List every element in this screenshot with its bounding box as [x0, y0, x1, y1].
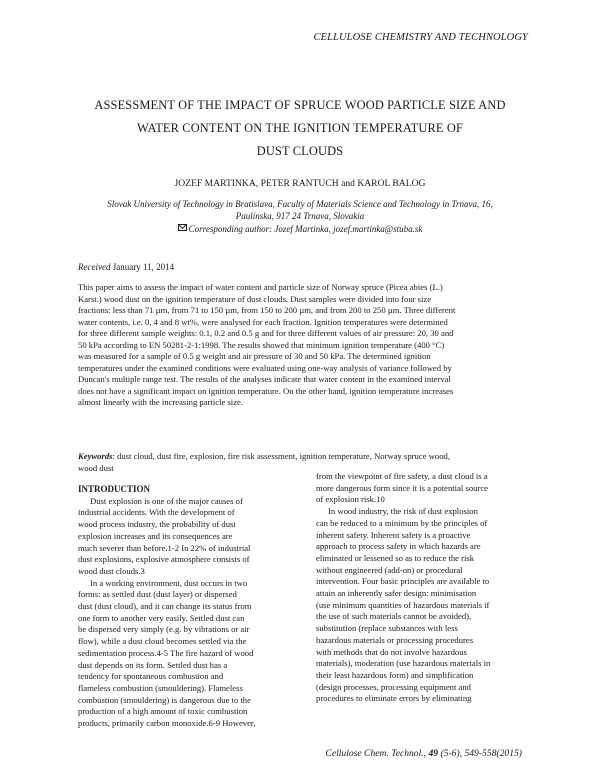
- body-line: wood dust clouds.3: [78, 565, 145, 576]
- title-line: WATER CONTENT ON THE IGNITION TEMPERATURE OF: [137, 121, 463, 135]
- body-line: inherent safety. Inherent safety is a proactive: [316, 529, 471, 540]
- body-line: flameless combustion (smouldering). Flameless: [78, 682, 243, 693]
- body-line: eliminated or lessened so as to reduce the risk: [316, 552, 475, 563]
- body-line: approach to process safety in which hazards are: [316, 541, 481, 552]
- abstract-line: 50 kPa according to EN 50281-2-1:1998. The results showed that minimum ignition temperature (400 °C): [78, 339, 445, 350]
- body-line: from the viewpoint of fire safety, a dust cloud is a: [316, 471, 488, 481]
- body-line: without engineered (add-on) or procedural: [316, 564, 463, 575]
- body-line: with methods that do not involve hazardous: [316, 646, 467, 657]
- corresponding-author: [62, 223, 538, 235]
- footer-issue-pages: (5-6), 549-558(2015): [440, 748, 522, 759]
- keywords-text: : dust cloud, dust fire, explosion, fire risk assessment, ignition temperature, Norway spruce wood,: [112, 451, 451, 461]
- body-line: of explosion risk.10: [316, 494, 385, 505]
- abstract-line: water contents, i.e. 0, 4 and 8 wt%, were analysed for each fraction. Ignition temperatures were determined: [78, 316, 448, 327]
- body-line: explosion increases and its consequences are: [78, 530, 233, 541]
- body-line: dust depends on its form. Settled dust has a: [78, 659, 228, 670]
- section-heading: INTRODUCTION: [78, 484, 151, 494]
- body-line: tendency for spontaneous combustion and: [78, 671, 224, 682]
- affiliation-line: Slovak University of Technology in Bratislava, Faculty of Materials Science and Technology in Trnava, 16,: [107, 199, 493, 209]
- abstract-line: Karst.) wood dust on the ignition temperature of dust clouds. Dust samples were divided into four size: [78, 293, 432, 304]
- body-line: flow), while a dust cloud becomes settled via the: [78, 636, 247, 647]
- journal-header: CELLULOSE CHEMISTRY AND TECHNOLOGY: [313, 32, 528, 43]
- keywords-line: wood dust: [78, 462, 114, 473]
- body-line: combustion (smouldering) is dangerous due to the: [78, 694, 251, 705]
- title-line: ASSESSMENT OF THE IMPACT OF SPRUCE WOOD PARTICLE SIZE AND: [94, 98, 506, 112]
- body-line: hazardous materials or processing procedures: [316, 634, 474, 645]
- paper-title: [62, 94, 538, 163]
- corresponding-text: Corresponding author: Jozef Martinka, jozef.martinka@stuba.sk: [188, 223, 423, 234]
- envelope-icon: [178, 224, 187, 231]
- abstract-line: was measured for a sample of 0.5 g weight and air pressure of 30 and 50 kPa. The determined ignition: [78, 351, 431, 362]
- body-line: In wood industry, the risk of dust explosion: [328, 506, 478, 517]
- abstract-line: This paper aims to assess the impact of water content and particle size of Norway spruce (Picea abies (L.): [78, 282, 443, 292]
- footer-citation: [325, 748, 522, 759]
- abstract: [78, 282, 522, 409]
- body-line: forms: as settled dust (dust layer) or dispersed: [78, 589, 237, 600]
- authors: JOZEF MARTINKA, PETER RANTUCH and KAROL BALOG: [174, 178, 426, 189]
- affiliation: [62, 198, 538, 235]
- body-line: production of a high amount of toxic combustion: [78, 706, 248, 717]
- body-line: the use of such materials cannot be avoided),: [316, 611, 472, 622]
- title-line: DUST CLOUDS: [256, 144, 344, 158]
- body-line: intervention. Four basic principles are available to: [316, 576, 490, 587]
- received-label: Received: [78, 262, 111, 272]
- abstract-line: temperatures under the examined conditions were evaluated using one-way analysis of variance followed by: [78, 362, 452, 373]
- intro-right-column: [316, 471, 522, 705]
- body-line: products, primarily carbon monoxide.6-9 However,: [78, 718, 256, 729]
- received-date: [78, 262, 174, 272]
- body-line: In a working environment, dust occurs in two: [90, 577, 248, 588]
- body-line: much severer than before.1-2 In 22% of industrial: [78, 542, 251, 553]
- body-line: substitution (replace substances with less: [316, 623, 458, 634]
- footer-journal: Cellulose Chem. Technol.,: [325, 748, 427, 759]
- body-line: dust explosions, explosive atmosphere consists of: [78, 554, 250, 565]
- body-line: industrial accidents. With the development of: [78, 507, 235, 518]
- abstract-line: does not have a significant impact on ignition temperature. On the other hand, ignition temperature increases: [78, 385, 454, 396]
- abstract-line: for three different sample weights: 0.1, 0.2 and 0.5 g and for three different values of air pressure: 20, 30 and: [78, 328, 454, 339]
- footer-volume: 49: [428, 748, 439, 759]
- abstract-line: fractions: less than 71 µm, from 71 to 150 µm, from 150 to 200 µm, and from 200 to 250 µm. Three different: [78, 305, 456, 316]
- body-line: sedimentation process.4-5 The fire hazard of wood: [78, 647, 254, 658]
- body-line: attain an inherently safer design: minimisation: [316, 588, 477, 599]
- body-line: procedures to eliminate errors by eliminating: [316, 693, 472, 704]
- body-line: more dangerous form since it is a potential source: [316, 482, 488, 493]
- abstract-line: Duncan's multiple range test. The results of the analyses indicate that water content in the examined interval: [78, 374, 451, 385]
- affiliation-line: Paulínska, 917 24 Trnava, Slovakia: [235, 211, 365, 222]
- intro-left-column: [78, 484, 284, 730]
- body-line: (use minimum quantities of hazardous materials if: [316, 599, 490, 610]
- keywords-label: Keywords: [78, 451, 113, 461]
- body-line: Dust explosion is one of the major causes of: [90, 495, 243, 506]
- received-value: January 11, 2014: [112, 262, 175, 272]
- body-line: can be reduced to a minimum by the principles of: [316, 517, 488, 528]
- body-line: one form to another very easily. Settled dust can: [78, 612, 245, 623]
- body-line: their least hazardous form) and simplification: [316, 669, 474, 680]
- keywords-line: [78, 451, 522, 463]
- body-line: dust (dust cloud), and it can change its status from: [78, 601, 252, 612]
- body-line: be dispersed very simply (e.g. by vibrations or air: [78, 624, 250, 635]
- body-line: materials), moderation (use hazardous materials in: [316, 658, 491, 669]
- body-line: wood process industry, the probability of dust: [78, 519, 236, 530]
- abstract-line: almost linearly with the increasing particle size.: [78, 397, 244, 408]
- body-line: (design processes, processing equipment and: [316, 681, 471, 692]
